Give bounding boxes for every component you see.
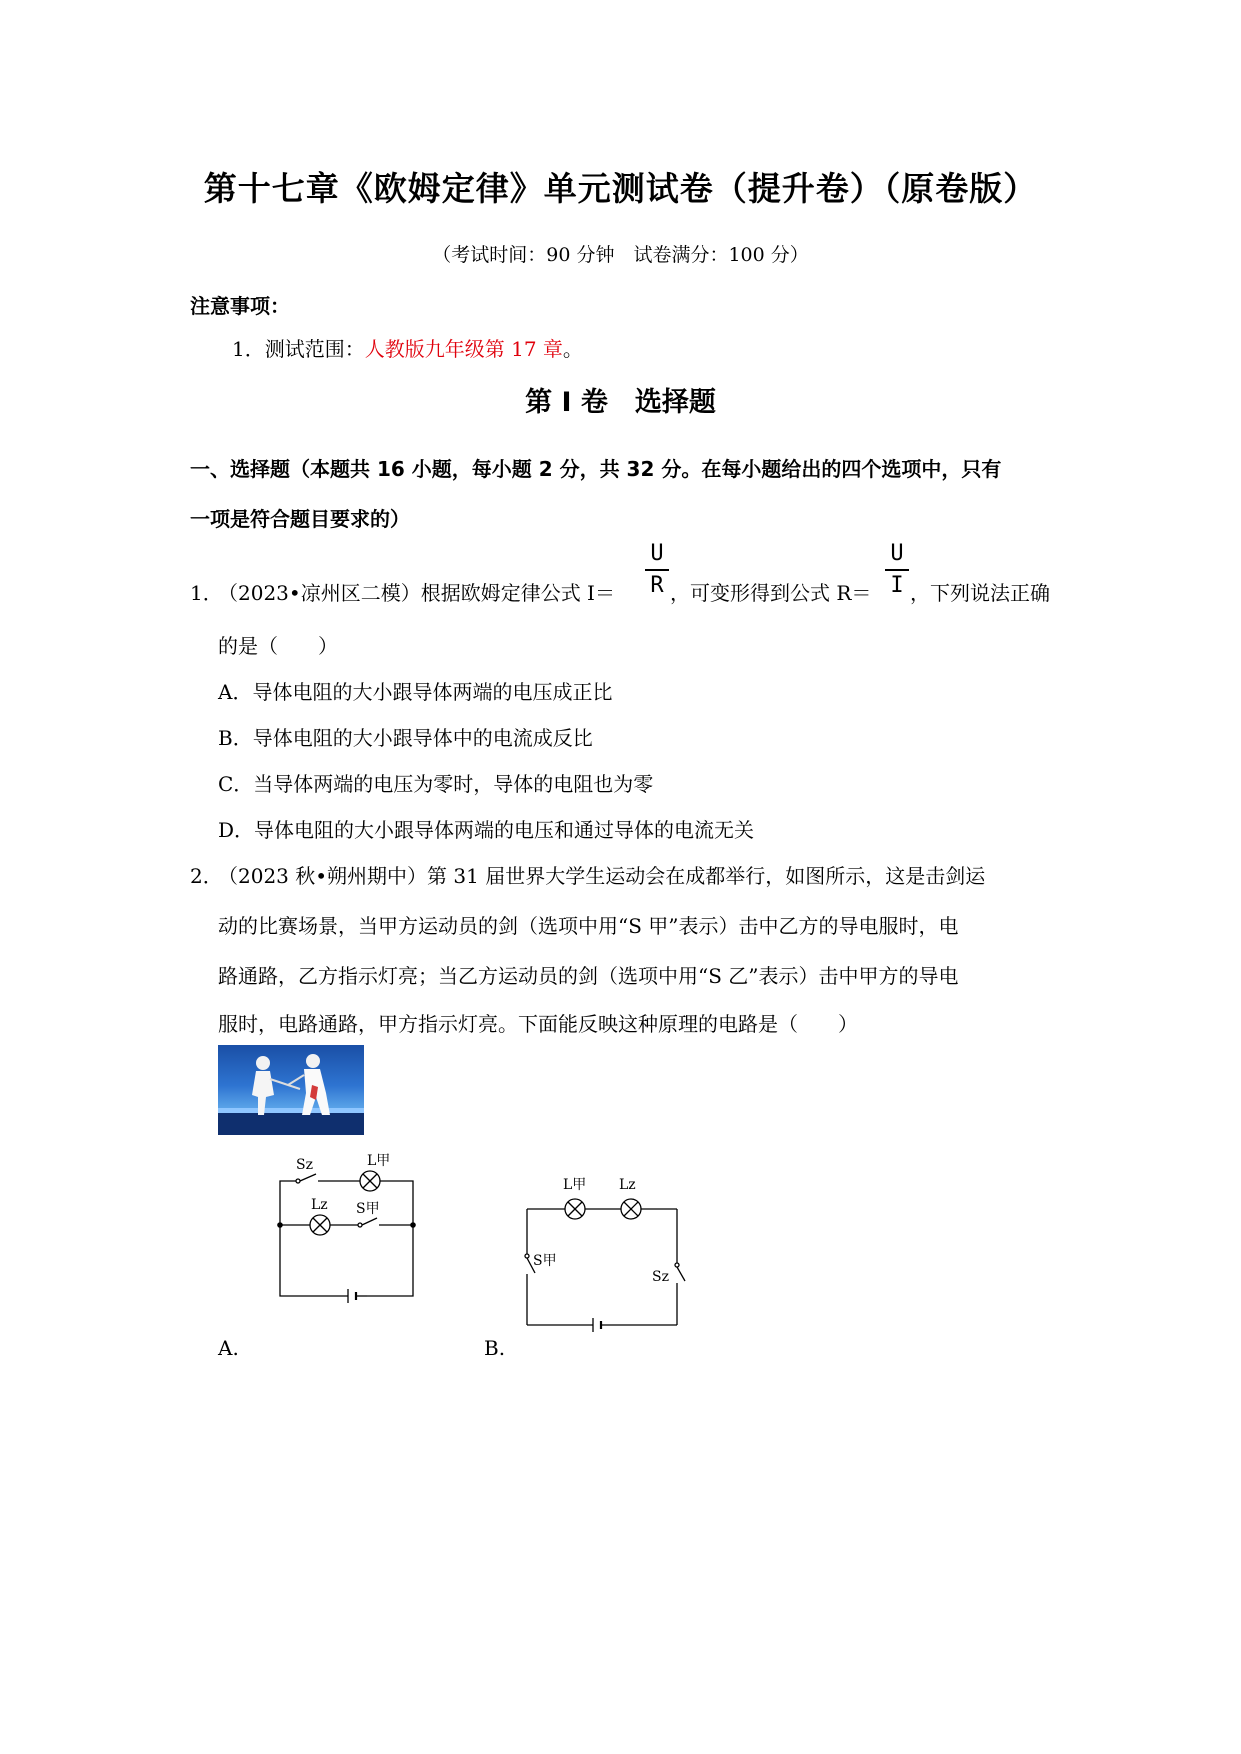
q1-stem-part1: （2023•凉州区二模）根据欧姆定律公式 I＝ bbox=[218, 581, 615, 605]
circuit-b-label-l-right: Lz bbox=[619, 1177, 636, 1193]
q1-frac2-numerator: U bbox=[890, 541, 904, 566]
notes-item-prefix: 1．测试范围： bbox=[232, 337, 365, 361]
circuit-a-label-s-mid: S甲 bbox=[356, 1201, 380, 1217]
notes-item bbox=[232, 333, 583, 362]
section-instructions-line2: 一项是符合题目要求的） bbox=[190, 507, 410, 531]
notes-heading: 注意事项： bbox=[190, 294, 290, 318]
q2-number: 2． bbox=[190, 864, 223, 888]
fencing-scene bbox=[218, 1045, 364, 1135]
q2-line-1: （2023 秋•朔州期中）第 31 届世界大学生运动会在成都举行，如图所示，这是击剑运 bbox=[218, 864, 986, 888]
circuit-a-label-l-top: L甲 bbox=[367, 1153, 391, 1169]
circuit-b-label-s-right: Sz bbox=[652, 1269, 669, 1285]
q1-frac1-denominator: R bbox=[650, 573, 664, 598]
q1-frac1-numerator: U bbox=[650, 541, 664, 566]
circuit-a-diagram bbox=[260, 1148, 430, 1318]
circuit-a-caption: A. bbox=[218, 1336, 239, 1360]
fraction-bar bbox=[645, 569, 669, 571]
q1-option-c: C．当导体两端的电压为零时，导体的电阻也为零 bbox=[218, 772, 654, 796]
circuit-b-caption: B. bbox=[484, 1336, 506, 1360]
exam-info: （考试时间：90 分钟 试卷满分：100 分） bbox=[432, 244, 809, 266]
notes-item-suffix: 。 bbox=[562, 337, 583, 361]
circuit-a bbox=[260, 1148, 430, 1318]
q1-option-a: A．导体电阻的大小跟导体两端的电压成正比 bbox=[218, 680, 613, 704]
fraction-bar bbox=[885, 569, 909, 571]
q1-option-b: B．导体电阻的大小跟导体中的电流成反比 bbox=[218, 726, 593, 750]
fencing-photo bbox=[218, 1045, 364, 1135]
page-title: 第十七章《欧姆定律》单元测试卷（提升卷）（原卷版） bbox=[203, 169, 1038, 208]
circuit-a-label-l-mid: Lz bbox=[311, 1197, 328, 1213]
q1-frac2-denominator: I bbox=[890, 573, 904, 598]
circuit-b-label-l-left: L甲 bbox=[563, 1177, 587, 1193]
circuit-a-label-s-top: Sz bbox=[296, 1157, 313, 1173]
q2-line-3: 路通路，乙方指示灯亮；当乙方运动员的剑（选项中用“S 乙”表示）击中甲方的导电 bbox=[218, 964, 959, 988]
circuit-b-label-s-left: S甲 bbox=[533, 1253, 557, 1269]
q1-fraction-2 bbox=[885, 541, 909, 599]
q1-fraction-1 bbox=[645, 541, 669, 599]
q2-line-2: 动的比赛场景，当甲方运动员的剑（选项中用“S 甲”表示）击中乙方的导电服时，电 bbox=[218, 914, 959, 938]
q1-stem-line2: 的是（ ） bbox=[218, 634, 338, 658]
q1-stem-part3: ，下列说法正确 bbox=[910, 581, 1050, 605]
q1-stem-part2: ，可变形得到公式 R＝ bbox=[670, 581, 872, 605]
q2-line-4: 服时，电路通路，甲方指示灯亮。下面能反映这种原理的电路是（ ） bbox=[218, 1012, 858, 1036]
section-title: 第 I 卷 选择题 bbox=[525, 387, 716, 418]
q1-number: 1． bbox=[190, 581, 223, 605]
section-instructions-line1: 一、选择题（本题共 16 小题，每小题 2 分，共 32 分。在每小题给出的四个选项中，只有 bbox=[190, 457, 1002, 481]
circuit-b bbox=[505, 1160, 705, 1335]
q1-option-d: D．导体电阻的大小跟导体两端的电压和通过导体的电流无关 bbox=[218, 818, 755, 842]
notes-item-highlight: 人教版九年级第 17 章 bbox=[364, 337, 563, 361]
circuit-b-diagram bbox=[505, 1160, 705, 1335]
